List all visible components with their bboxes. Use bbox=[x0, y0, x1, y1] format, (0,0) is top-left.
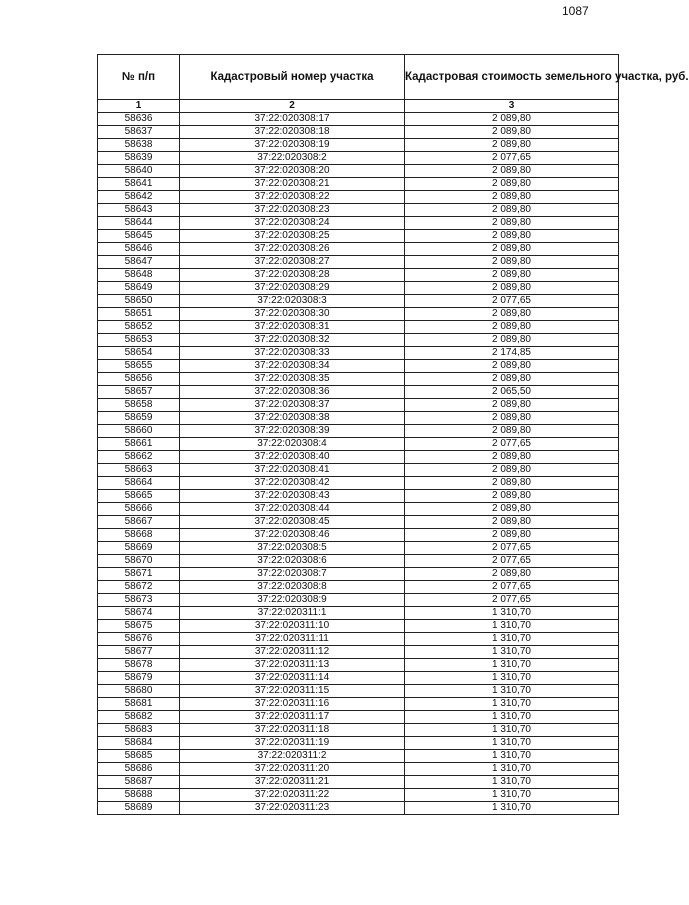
row-number-cell: 58672 bbox=[98, 581, 180, 594]
cadastral-value-table bbox=[97, 54, 689, 815]
cadastral-value-cell: 2 089,80 bbox=[405, 503, 619, 516]
cadastral-number-cell: 37:22:020308:41 bbox=[180, 464, 405, 477]
cadastral-number-cell: 37:22:020308:46 bbox=[180, 529, 405, 542]
row-number-cell: 58661 bbox=[98, 438, 180, 451]
table-row bbox=[98, 711, 619, 724]
row-number-cell: 58671 bbox=[98, 568, 180, 581]
cadastral-number-cell: 37:22:020311:16 bbox=[180, 698, 405, 711]
cadastral-number-cell: 37:22:020308:3 bbox=[180, 295, 405, 308]
cadastral-value-cell: 2 089,80 bbox=[405, 451, 619, 464]
row-number-cell: 58666 bbox=[98, 503, 180, 516]
row-number-cell: 58652 bbox=[98, 321, 180, 334]
column-number: 3 bbox=[405, 100, 619, 113]
header-cadastral-value: Кадастровая стоимость земельного участка, руб. bbox=[405, 55, 619, 100]
row-number-cell: 58674 bbox=[98, 607, 180, 620]
cadastral-value-cell: 2 089,80 bbox=[405, 165, 619, 178]
table-row bbox=[98, 191, 619, 204]
table-row bbox=[98, 776, 619, 789]
cadastral-value-cell: 2 089,80 bbox=[405, 399, 619, 412]
table-row bbox=[98, 724, 619, 737]
table-row bbox=[98, 256, 619, 269]
cadastral-value-cell: 1 310,70 bbox=[405, 763, 619, 776]
cadastral-number-cell: 37:22:020311:17 bbox=[180, 711, 405, 724]
table-row bbox=[98, 451, 619, 464]
table-row bbox=[98, 594, 619, 607]
cadastral-value-cell: 2 089,80 bbox=[405, 360, 619, 373]
cadastral-number-cell: 37:22:020311:1 bbox=[180, 607, 405, 620]
table-row bbox=[98, 698, 619, 711]
row-number-cell: 58657 bbox=[98, 386, 180, 399]
cadastral-value-cell: 1 310,70 bbox=[405, 607, 619, 620]
cadastral-value-cell: 2 089,80 bbox=[405, 282, 619, 295]
row-number-cell: 58658 bbox=[98, 399, 180, 412]
column-number: 1 bbox=[98, 100, 180, 113]
table-header-row bbox=[98, 55, 619, 100]
cadastral-number-cell: 37:22:020311:14 bbox=[180, 672, 405, 685]
row-number-cell: 58667 bbox=[98, 516, 180, 529]
cadastral-number-cell: 37:22:020308:31 bbox=[180, 321, 405, 334]
cadastral-number-cell: 37:22:020308:2 bbox=[180, 152, 405, 165]
cadastral-value-cell: 2 089,80 bbox=[405, 477, 619, 490]
cadastral-value-cell: 2 089,80 bbox=[405, 256, 619, 269]
cadastral-value-cell: 1 310,70 bbox=[405, 724, 619, 737]
cadastral-number-cell: 37:22:020308:32 bbox=[180, 334, 405, 347]
table-row bbox=[98, 425, 619, 438]
cadastral-value-cell: 2 077,65 bbox=[405, 594, 619, 607]
table-row bbox=[98, 178, 619, 191]
row-number-cell: 58679 bbox=[98, 672, 180, 685]
cadastral-number-cell: 37:22:020308:44 bbox=[180, 503, 405, 516]
cadastral-number-cell: 37:22:020308:17 bbox=[180, 113, 405, 126]
cadastral-number-cell: 37:22:020311:22 bbox=[180, 789, 405, 802]
table-row bbox=[98, 126, 619, 139]
cadastral-number-cell: 37:22:020311:12 bbox=[180, 646, 405, 659]
cadastral-value-cell: 1 310,70 bbox=[405, 672, 619, 685]
row-number-cell: 58686 bbox=[98, 763, 180, 776]
table-row bbox=[98, 737, 619, 750]
row-number-cell: 58653 bbox=[98, 334, 180, 347]
row-number-cell: 58639 bbox=[98, 152, 180, 165]
cadastral-value-cell: 1 310,70 bbox=[405, 698, 619, 711]
cadastral-value-cell: 2 089,80 bbox=[405, 269, 619, 282]
table-row bbox=[98, 750, 619, 763]
table-row bbox=[98, 373, 619, 386]
cadastral-number-cell: 37:22:020308:39 bbox=[180, 425, 405, 438]
cadastral-number-cell: 37:22:020308:36 bbox=[180, 386, 405, 399]
cadastral-number-cell: 37:22:020311:15 bbox=[180, 685, 405, 698]
table-body bbox=[98, 113, 619, 815]
row-number-cell: 58669 bbox=[98, 542, 180, 555]
cadastral-value-cell: 1 310,70 bbox=[405, 789, 619, 802]
cadastral-number-cell: 37:22:020308:33 bbox=[180, 347, 405, 360]
row-number-cell: 58688 bbox=[98, 789, 180, 802]
table-row bbox=[98, 659, 619, 672]
cadastral-number-cell: 37:22:020308:23 bbox=[180, 204, 405, 217]
cadastral-number-cell: 37:22:020308:24 bbox=[180, 217, 405, 230]
row-number-cell: 58675 bbox=[98, 620, 180, 633]
cadastral-value-cell: 2 089,80 bbox=[405, 334, 619, 347]
cadastral-value-cell: 2 089,80 bbox=[405, 321, 619, 334]
cadastral-value-cell: 2 089,80 bbox=[405, 126, 619, 139]
table-row bbox=[98, 802, 619, 815]
row-number-cell: 58660 bbox=[98, 425, 180, 438]
cadastral-number-cell: 37:22:020308:42 bbox=[180, 477, 405, 490]
table-row bbox=[98, 412, 619, 425]
row-number-cell: 58651 bbox=[98, 308, 180, 321]
table-row bbox=[98, 789, 619, 802]
header-cadastral-number: Кадастровый номер участка bbox=[180, 55, 405, 100]
row-number-cell: 58636 bbox=[98, 113, 180, 126]
cadastral-value-cell: 1 310,70 bbox=[405, 646, 619, 659]
table-row bbox=[98, 360, 619, 373]
table-row bbox=[98, 529, 619, 542]
row-number-cell: 58649 bbox=[98, 282, 180, 295]
table-row bbox=[98, 217, 619, 230]
row-number-cell: 58640 bbox=[98, 165, 180, 178]
table-row bbox=[98, 607, 619, 620]
table-row bbox=[98, 230, 619, 243]
row-number-cell: 58683 bbox=[98, 724, 180, 737]
cadastral-value-cell: 1 310,70 bbox=[405, 620, 619, 633]
cadastral-value-cell: 2 089,80 bbox=[405, 373, 619, 386]
row-number-cell: 58650 bbox=[98, 295, 180, 308]
row-number-cell: 58684 bbox=[98, 737, 180, 750]
table-row bbox=[98, 113, 619, 126]
cadastral-number-cell: 37:22:020311:13 bbox=[180, 659, 405, 672]
cadastral-value-cell: 2 089,80 bbox=[405, 308, 619, 321]
cadastral-number-cell: 37:22:020308:30 bbox=[180, 308, 405, 321]
row-number-cell: 58641 bbox=[98, 178, 180, 191]
row-number-cell: 58677 bbox=[98, 646, 180, 659]
cadastral-number-cell: 37:22:020308:43 bbox=[180, 490, 405, 503]
cadastral-number-cell: 37:22:020308:18 bbox=[180, 126, 405, 139]
cadastral-number-cell: 37:22:020308:8 bbox=[180, 581, 405, 594]
cadastral-number-cell: 37:22:020308:45 bbox=[180, 516, 405, 529]
cadastral-number-cell: 37:22:020308:29 bbox=[180, 282, 405, 295]
table-row bbox=[98, 347, 619, 360]
cadastral-value-cell: 2 089,80 bbox=[405, 243, 619, 256]
row-number-cell: 58668 bbox=[98, 529, 180, 542]
cadastral-value-cell: 2 089,80 bbox=[405, 191, 619, 204]
table-row bbox=[98, 620, 619, 633]
table-row bbox=[98, 555, 619, 568]
table-row bbox=[98, 282, 619, 295]
table-row bbox=[98, 516, 619, 529]
table-row bbox=[98, 685, 619, 698]
cadastral-number-cell: 37:22:020311:19 bbox=[180, 737, 405, 750]
table-row bbox=[98, 581, 619, 594]
header-row-number: № п/п bbox=[98, 55, 180, 100]
row-number-cell: 58689 bbox=[98, 802, 180, 815]
cadastral-number-cell: 37:22:020308:37 bbox=[180, 399, 405, 412]
cadastral-value-cell: 2 174,85 bbox=[405, 347, 619, 360]
row-number-cell: 58681 bbox=[98, 698, 180, 711]
cadastral-value-cell: 2 077,65 bbox=[405, 581, 619, 594]
cadastral-number-cell: 37:22:020311:18 bbox=[180, 724, 405, 737]
cadastral-value-cell: 2 089,80 bbox=[405, 490, 619, 503]
row-number-cell: 58656 bbox=[98, 373, 180, 386]
table-row bbox=[98, 308, 619, 321]
row-number-cell: 58642 bbox=[98, 191, 180, 204]
cadastral-number-cell: 37:22:020308:35 bbox=[180, 373, 405, 386]
cadastral-number-cell: 37:22:020308:28 bbox=[180, 269, 405, 282]
table-row bbox=[98, 763, 619, 776]
table-row bbox=[98, 399, 619, 412]
table-row bbox=[98, 438, 619, 451]
cadastral-number-cell: 37:22:020308:4 bbox=[180, 438, 405, 451]
table-row bbox=[98, 646, 619, 659]
cadastral-number-cell: 37:22:020308:19 bbox=[180, 139, 405, 152]
row-number-cell: 58680 bbox=[98, 685, 180, 698]
row-number-cell: 58662 bbox=[98, 451, 180, 464]
table-row bbox=[98, 152, 619, 165]
row-number-cell: 58670 bbox=[98, 555, 180, 568]
table-row bbox=[98, 633, 619, 646]
cadastral-number-cell: 37:22:020308:34 bbox=[180, 360, 405, 373]
row-number-cell: 58659 bbox=[98, 412, 180, 425]
table-row bbox=[98, 139, 619, 152]
cadastral-value-cell: 2 089,80 bbox=[405, 425, 619, 438]
row-number-cell: 58682 bbox=[98, 711, 180, 724]
table-row bbox=[98, 542, 619, 555]
table-row bbox=[98, 490, 619, 503]
cadastral-number-cell: 37:22:020308:21 bbox=[180, 178, 405, 191]
row-number-cell: 58687 bbox=[98, 776, 180, 789]
row-number-cell: 58643 bbox=[98, 204, 180, 217]
table-row bbox=[98, 672, 619, 685]
cadastral-number-cell: 37:22:020308:22 bbox=[180, 191, 405, 204]
table-row bbox=[98, 204, 619, 217]
cadastral-number-cell: 37:22:020308:27 bbox=[180, 256, 405, 269]
cadastral-value-cell: 1 310,70 bbox=[405, 750, 619, 763]
cadastral-number-cell: 37:22:020311:20 bbox=[180, 763, 405, 776]
cadastral-value-cell: 2 089,80 bbox=[405, 529, 619, 542]
cadastral-value-cell: 2 077,65 bbox=[405, 295, 619, 308]
row-number-cell: 58638 bbox=[98, 139, 180, 152]
cadastral-number-cell: 37:22:020308:25 bbox=[180, 230, 405, 243]
cadastral-value-cell: 2 089,80 bbox=[405, 230, 619, 243]
cadastral-number-cell: 37:22:020311:21 bbox=[180, 776, 405, 789]
table-row bbox=[98, 386, 619, 399]
cadastral-value-cell: 1 310,70 bbox=[405, 659, 619, 672]
row-number-cell: 58665 bbox=[98, 490, 180, 503]
cadastral-value-cell: 1 310,70 bbox=[405, 776, 619, 789]
cadastral-value-cell: 2 089,80 bbox=[405, 412, 619, 425]
cadastral-value-cell: 1 310,70 bbox=[405, 737, 619, 750]
row-number-cell: 58645 bbox=[98, 230, 180, 243]
cadastral-value-cell: 2 077,65 bbox=[405, 542, 619, 555]
table-row bbox=[98, 464, 619, 477]
row-number-cell: 58678 bbox=[98, 659, 180, 672]
cadastral-value-cell: 1 310,70 bbox=[405, 711, 619, 724]
row-number-cell: 58673 bbox=[98, 594, 180, 607]
column-numbers-row bbox=[98, 100, 619, 113]
row-number-cell: 58663 bbox=[98, 464, 180, 477]
table-row bbox=[98, 243, 619, 256]
table-row bbox=[98, 568, 619, 581]
cadastral-number-cell: 37:22:020308:20 bbox=[180, 165, 405, 178]
table-row bbox=[98, 295, 619, 308]
cadastral-value-cell: 2 089,80 bbox=[405, 568, 619, 581]
row-number-cell: 58655 bbox=[98, 360, 180, 373]
row-number-cell: 58647 bbox=[98, 256, 180, 269]
cadastral-number-cell: 37:22:020308:5 bbox=[180, 542, 405, 555]
cadastral-value-cell: 2 077,65 bbox=[405, 438, 619, 451]
table-row bbox=[98, 503, 619, 516]
row-number-cell: 58646 bbox=[98, 243, 180, 256]
column-number: 2 bbox=[180, 100, 405, 113]
row-number-cell: 58644 bbox=[98, 217, 180, 230]
table-row bbox=[98, 321, 619, 334]
cadastral-number-cell: 37:22:020308:38 bbox=[180, 412, 405, 425]
cadastral-value-cell: 2 089,80 bbox=[405, 516, 619, 529]
cadastral-value-cell: 2 089,80 bbox=[405, 139, 619, 152]
cadastral-value-cell: 2 065,50 bbox=[405, 386, 619, 399]
cadastral-number-cell: 37:22:020308:7 bbox=[180, 568, 405, 581]
row-number-cell: 58685 bbox=[98, 750, 180, 763]
cadastral-number-cell: 37:22:020311:2 bbox=[180, 750, 405, 763]
table-row bbox=[98, 165, 619, 178]
cadastral-number-cell: 37:22:020308:6 bbox=[180, 555, 405, 568]
cadastral-value-cell: 2 089,80 bbox=[405, 217, 619, 230]
cadastral-number-cell: 37:22:020311:10 bbox=[180, 620, 405, 633]
table-row bbox=[98, 334, 619, 347]
row-number-cell: 58676 bbox=[98, 633, 180, 646]
cadastral-number-cell: 37:22:020311:23 bbox=[180, 802, 405, 815]
cadastral-value-cell: 2 077,65 bbox=[405, 555, 619, 568]
page-number: 1087 bbox=[562, 4, 589, 18]
row-number-cell: 58648 bbox=[98, 269, 180, 282]
cadastral-value-cell: 2 089,80 bbox=[405, 113, 619, 126]
cadastral-number-cell: 37:22:020308:26 bbox=[180, 243, 405, 256]
cadastral-number-cell: 37:22:020311:11 bbox=[180, 633, 405, 646]
row-number-cell: 58654 bbox=[98, 347, 180, 360]
cadastral-value-cell: 2 089,80 bbox=[405, 464, 619, 477]
cadastral-value-cell: 2 089,80 bbox=[405, 204, 619, 217]
cadastral-value-cell: 2 089,80 bbox=[405, 178, 619, 191]
cadastral-value-cell: 1 310,70 bbox=[405, 802, 619, 815]
row-number-cell: 58637 bbox=[98, 126, 180, 139]
cadastral-number-cell: 37:22:020308:40 bbox=[180, 451, 405, 464]
cadastral-number-cell: 37:22:020308:9 bbox=[180, 594, 405, 607]
cadastral-value-cell: 1 310,70 bbox=[405, 633, 619, 646]
cadastral-value-cell: 2 077,65 bbox=[405, 152, 619, 165]
table-row bbox=[98, 477, 619, 490]
row-number-cell: 58664 bbox=[98, 477, 180, 490]
table-row bbox=[98, 269, 619, 282]
cadastral-value-cell: 1 310,70 bbox=[405, 685, 619, 698]
